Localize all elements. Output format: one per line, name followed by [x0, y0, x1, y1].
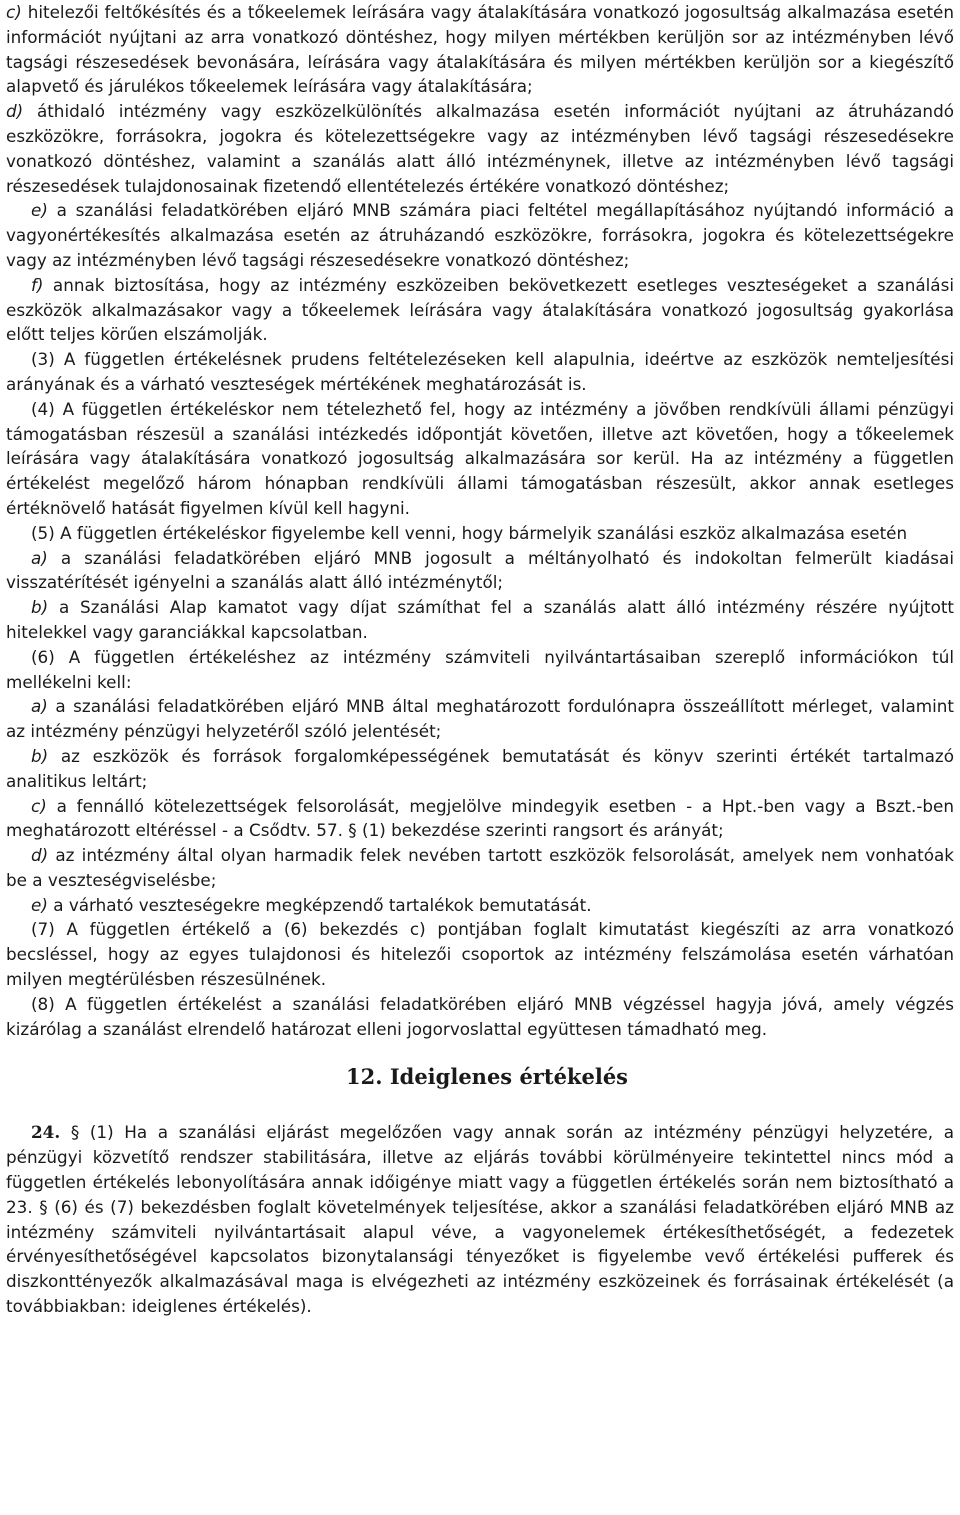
paragraph-5b — [6, 595, 954, 645]
paragraph-5 — [6, 521, 954, 546]
paragraph-text: az eszközök és források forgalomképességének bemutatását és könyv szerinti értékét tartalmazó analitikus leltárt; — [6, 745, 954, 791]
point-marker: b) — [31, 597, 49, 618]
paragraph-text: a szanálási feladatkörében eljáró MNB számára piaci feltétel megállapításához nyújtandó információ a vagyonértékesítés alkalmazása esetén az átruházandó eszközökre, forrásokra, jogokra és kötelezettségekre vagy az intézményben lévő tagsági részesedésekre vonatkozó döntéshez; — [6, 200, 954, 270]
paragraph-text: az intézmény által olyan harmadik felek nevében tartott eszközök felsorolását, amelyek nem vonhatóak be a veszteségviselésbe; — [6, 845, 954, 890]
paragraph-text: a szanálási feladatkörében eljáró MNB által meghatározott fordulónapra összeállított mérleget, valamint az intézmény pénzügyi helyzetéről szóló jelentését; — [6, 696, 954, 742]
section-heading: 12. Ideiglenes értékelés — [345, 1064, 629, 1090]
paragraph-text: áthidaló intézmény vagy eszközelkülönítés alkalmazása esetén információt nyújtani az átruházandó eszközökre, forrásokra, jogokra és kötelezettségekre vagy az intézményben lévő tagsági részesedésekre vonatkozó döntéshez, valamint a szanálás alatt álló intézménynek, illetve az intézményben lévő tagsági részesedések tulajdonosainak fizetendő ellentételezés értékére vonatkozó döntéshez; — [6, 101, 954, 196]
paragraph-8 — [6, 992, 954, 1042]
section-number: 24. — [31, 1122, 61, 1143]
paragraph-6 — [6, 645, 954, 695]
point-marker: a) — [31, 547, 48, 568]
paragraph-c — [6, 0, 954, 99]
paragraph-7 — [6, 917, 954, 991]
paragraph-e — [6, 198, 954, 272]
paragraph-text: (5) A független értékeléskor figyelembe kell venni, hogy bármelyik szanálási eszköz alkalmazása esetén — [31, 522, 908, 543]
paragraph-text: annak biztosítása, hogy az intézmény eszközeiben bekövetkezett esetleges veszteségeket a szanálási eszközök alkalmazásakor vagy a tőkeelemek leírására vagy átalakítására vonatkozó jogosultság gyakorlása előtt teljes körűen elszámolják. — [6, 274, 954, 345]
paragraph-5a — [6, 546, 954, 596]
paragraph-text: a fennálló kötelezettségek felsorolását, megjelölve mindegyik esetben - a Hpt.-ben vagy a Bszt.-ben meghatározott eltéréssel - a Csődtv. 57. § (1) bekezdése szerinti rangsort és arányát; — [6, 795, 954, 841]
section-text: § (1) Ha a szanálási eljárást megelőzően vagy annak során az intézmény pénzügyi helyzetére, a pénzügyi közvetítő rendszer stabilitására, illetve az eljárás további körülményeire tekintettel nincs mód a független értékelés lebonyolítására annak időigénye miatt vagy a független értékelés során nem biztosítható a 23. § (6) és (7) bekezdésben foglalt követelmények teljesítése, akkor a szanálási feladatkörében eljáró MNB az intézmény számviteli nyilvántartásait alapul véve, a vagyonelemek értékesíthetőségét, a fedezetek érvényesíthetőségével kapcsolatos bizonytalansági tényezőket is figyelembe vevő értékelési pufferek és diszkonttényezők alkalmazásával maga is elvégezheti az intézmény eszközeinek és forrásainak értékelését (a továbbiakban: ideiglenes értékelés). — [6, 1122, 954, 1317]
paragraph-d — [6, 99, 954, 198]
point-marker: e) — [31, 894, 48, 915]
paragraph-6b — [6, 744, 954, 794]
paragraph-text: (8) A független értékelést a szanálási feladatkörében eljáró MNB végzéssel hagyja jóvá, amely végzés kizárólag a szanálást elrendelő határozat elleni jogorvoslattal együttesen támadható meg. — [6, 993, 954, 1039]
paragraph-text: (7) A független értékelő a (6) bekezdés c) pontjában foglalt kimutatást kiegészíti az arra vonatkozó becsléssel, hogy az egyes tulajdonosi és hitelezői csoportok az intézmény felszámolása esetén várhatóan milyen megtérülésben részesülnének. — [6, 919, 954, 990]
section-24-paragraph — [6, 1120, 954, 1318]
paragraph-6c — [6, 794, 954, 844]
paragraph-text: a várható veszteségekre megképzendő tartalékok bemutatását. — [47, 894, 592, 915]
paragraph-text: hitelezői feltőkésítés és a tőkeelemek leírására vagy átalakítására vonatkozó jogosultság alkalmazása esetén információt nyújtani az arra vonatkozó döntéshez, hogy milyen mértékben kerüljön sor az intézményben lévő tagsági részesedések bevonására, leírására vagy átalakítására és milyen mértékben kerüljön sor a kiegészítő alapvető és járulékos tőkeelemek leírására vagy átalakítására; — [6, 2, 954, 97]
point-marker: c) — [31, 795, 47, 816]
paragraph-6e — [6, 893, 954, 918]
paragraph-4 — [6, 397, 954, 521]
paragraph-text: a Szanálási Alap kamatot vagy díjat számíthat fel a szanálás alatt álló intézmény részére nyújtott hitelekkel vagy garanciákkal kapcsolatban. — [6, 597, 954, 642]
paragraph-6a — [6, 694, 954, 744]
paragraph-text: (4) A független értékeléskor nem tételezhető fel, hogy az intézmény a jövőben rendkívüli állami pénzügyi támogatásban részesül a szanálási intézkedés időpontját követően, illetve azt követően, hogy a tőkeelemek leírására vagy átalakítására vonatkozó jogosultság alkalmazására sor kerül. Ha az intézmény a független értékelést megelőző három hónapban rendkívüli állami támogatásban részesült, akkor annak esetleges értéknövelő hatását figyelmen kívül kell hagyni. — [6, 398, 954, 518]
point-marker: f) — [31, 274, 44, 295]
paragraph-3 — [6, 347, 954, 397]
point-marker: a) — [31, 696, 48, 717]
point-marker: d) — [6, 101, 24, 122]
point-marker: c) — [6, 2, 22, 22]
paragraph-text: (6) A független értékeléshez az intézmény számviteli nyilvántartásaiban szereplő információkon túl mellékelni kell: — [6, 646, 954, 692]
document-page — [6, 0, 954, 1319]
paragraph-text: a szanálási feladatkörében eljáró MNB jogosult a méltányolható és indokoltan felmerült kiadásai visszatérítését igényelni a szanálás alatt álló intézménytől; — [6, 547, 954, 593]
point-marker: d) — [31, 845, 49, 866]
paragraph-6d — [6, 843, 954, 893]
paragraph-text: (3) A független értékelésnek prudens feltételezéseken kell alapulnia, ideértve az eszközök nemteljesítési arányának és a várható veszteségek mértékének meghatározását is. — [6, 349, 954, 394]
paragraph-f — [6, 273, 954, 347]
point-marker: b) — [31, 745, 49, 766]
point-marker: e) — [31, 200, 48, 221]
